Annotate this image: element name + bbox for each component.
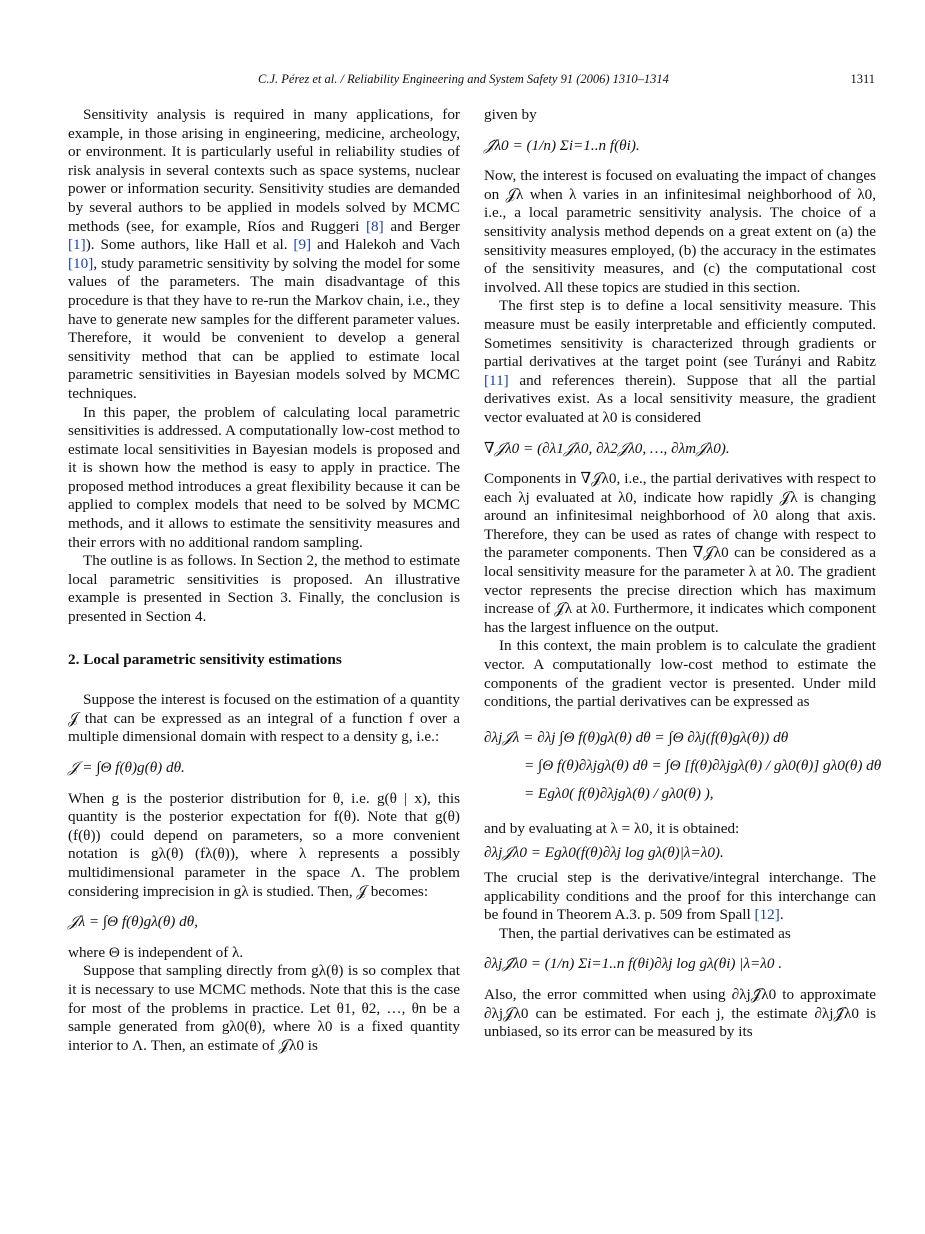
equation-derivation-line-1: ∂λj𝒥λ = ∂λj ∫Θ f(θ)gλ(θ) dθ = ∫Θ ∂λj(f(θ)gλ(θ)) dθ xyxy=(484,728,789,746)
paragraph-components: Components in ∇𝒥λ0, i.e., the partial derivatives with respect to each λj evaluated at λ0, indicate how rapidly 𝒥λ is changing around an infinitesimal neighborhood of λ0 along that axis. Therefore, they can be used as rates of change with respect to the parameter components. Then ∇𝒥λ0 can be considered as a local sensitivity measure for the parameter λ at λ0. The gradient vector represents the precise direction which has maximum increase of 𝒥λ at λ0. Furthermore, it indicates which component has the largest influence on the output. xyxy=(484,470,876,636)
section-heading: 2. Local parametric sensitivity estimations xyxy=(68,650,342,668)
paragraph-quantity: Suppose the interest is focused on the estimation of a quantity 𝒥 that can be expressed as an integral of a function f over a multiple dimensional domain with respect to a density g, i.e.: xyxy=(68,691,460,746)
paragraph-error: Also, the error committed when using ∂λj𝒥̂λ0 to approximate ∂λj𝒥λ0 can be estimated. For each j, the estimate ∂λj𝒥̂λ0 is unbiased, so its error can be measured by its xyxy=(484,985,876,1041)
citation-link-8[interactable]: [8] xyxy=(365,217,384,235)
equation-derivation xyxy=(484,724,882,808)
equation-integral: 𝒥 = ∫Θ f(θ)g(θ) dθ. xyxy=(68,759,185,776)
citation-link-9[interactable]: [9] xyxy=(293,236,312,254)
running-title: C.J. Pérez et al. / Reliability Engineering and System Safety 91 (2006) 1310–1314 xyxy=(258,72,669,86)
paragraph-intro: Sensitivity analysis is required in many applications, for example, in those arising in engineering, medicine, archeology, or environment. It is particularly useful in reliability studies of risk analysis in several contexts such as space systems, nuclear power or information security. Sensitivity studies are demanded by several authors to be applied in models solved by MCMC methods (see, for example, Ríos and Ruggeri [8] and Berger [1]). Some authors, like Hall et al. [9] and Halekoh and Vach [10], study parametric sensitivity by solving the model for some values of the parameters. The main disadvantage of this procedure is that they have to re-run the Markov chain, i.e., they have to generate new samples for the different parameter values. Therefore, it would be convenient to develop a general sensitivity method that can be applied to estimate local parametric sensitivities in Bayesian models solved by MCMC techniques. xyxy=(68,106,460,402)
paragraph-posterior: When g is the posterior distribution for θ, i.e. g(θ | x), this quantity is the posterior expectation for f(θ). Note that g(θ) (f(θ)) could depend on parameters, so a more convenient notation is gλ(θ) (fλ(θ)), where λ represents a possibly multidimensional parameter in the space Λ. The problem considering imprecision in gλ is studied. Then, 𝒥 becomes: xyxy=(68,789,460,900)
paragraph-local-measure: The first step is to define a local sensitivity measure. This measure must be easily interpretable and efficiently computed. Sometimes sensitivity is characterized through gradients or partial derivatives at the target point (see Turányi and Rabitz [11] and references therein). Suppose that all the partial derivatives exist. As a local sensitivity measure, the gradient vector evaluated at λ0 is considered xyxy=(484,297,876,426)
citation-link-11[interactable]: [11] xyxy=(484,371,509,389)
left-column xyxy=(68,106,460,1055)
paragraph-sampling: Suppose that sampling directly from gλ(θ) is so complex that it is necessary to use MCMC methods. Note that this is the case for most of the problems in practice. Let θ1, θ2, …, θn be a sample generated from gλ0(θ), where λ0 is a fixed quantity interior to Λ. Then, an estimate of 𝒥λ0 is xyxy=(68,962,460,1054)
paragraph-impact: Now, the interest is focused on evaluating the impact of changes on 𝒥λ when λ varies in an infinitesimal neighborhood of λ0, i.e., a local parametric sensitivity analysis. The choice of a sensitivity analysis method depends on a great extent on (a) the sensitivity measures employed, (b) the accuracy in the estimates of the sensitivity measures, and (c) the computational cost involved. All these topics are studied in this section. xyxy=(484,167,876,296)
citation-link-12[interactable]: [12] xyxy=(754,906,780,924)
citation-link-1[interactable]: [1] xyxy=(68,236,86,254)
page-number: 1311 xyxy=(850,72,875,86)
equation-integral-lambda: 𝒥λ = ∫Θ f(θ)gλ(θ) dθ, xyxy=(68,913,199,931)
equation-gradient: ∇𝒥λ0 = (∂λ1𝒥λ0, ∂λ2𝒥λ0, …, ∂λm𝒥λ0). xyxy=(484,439,730,457)
paragraph-problem: In this paper, the problem of calculating local parametric sensitivities is addressed. A computationally low-cost method to estimate local sensitivities in Bayesian models is proposed and it is shown how the method is easy to apply in practice. The proposed method introduces a great flexibility because it can be applied to complex models that need to be solved by MCMC methods, and it allows to estimate the sensitivity measures and their errors with no additional random sampling. xyxy=(68,403,460,551)
paragraph-given-by: given by xyxy=(484,106,537,123)
paragraph-theta-independent: where Θ is independent of λ. xyxy=(68,943,244,961)
paragraph-evaluating: and by evaluating at λ = λ0, it is obtained: xyxy=(484,819,740,837)
equation-partial-estimate: ∂λj𝒥̂λ0 = (1/n) Σi=1..n f(θi)∂λj log gλ(θi) |λ=λ0 . xyxy=(484,955,783,973)
paragraph-interchange: The crucial step is the derivative/integral interchange. The applicability conditions and the proof for this interchange can be found in Theorem A.3. p. 509 from Spall [12]. xyxy=(484,869,876,924)
right-column xyxy=(484,106,882,1042)
equation-expectation: ∂λj𝒥λ0 = Egλ0(f(θ)∂λj log gλ(θ)|λ=λ0). xyxy=(484,844,724,862)
paragraph-estimated-as: Then, the partial derivatives can be estimated as xyxy=(499,924,791,942)
citation-link-10[interactable]: [10] xyxy=(68,254,94,272)
paragraph-outline: The outline is as follows. In Section 2, the method to estimate local parametric sensitivities is proposed. An illustrative example is presented in Section 3. Finally, the conclusion is presented in Section 4. xyxy=(68,552,460,626)
equation-derivation-line-2: = ∫Θ f(θ)∂λjgλ(θ) dθ = ∫Θ [f(θ)∂λjgλ(θ) / gλ0(θ)] gλ0(θ) dθ xyxy=(524,756,882,774)
equation-derivation-line-3: = Egλ0( f(θ)∂λjgλ(θ) / gλ0(θ) ), xyxy=(524,784,714,802)
equation-estimate: 𝒥̂λ0 = (1/n) Σi=1..n f(θi). xyxy=(484,136,640,154)
running-header xyxy=(68,72,875,92)
paragraph-main-problem: In this context, the main problem is to calculate the gradient vector. A computationally low-cost method to estimate the components of the gradient vector is presented. Under mild conditions, the partial derivatives can be expressed as xyxy=(484,637,876,711)
